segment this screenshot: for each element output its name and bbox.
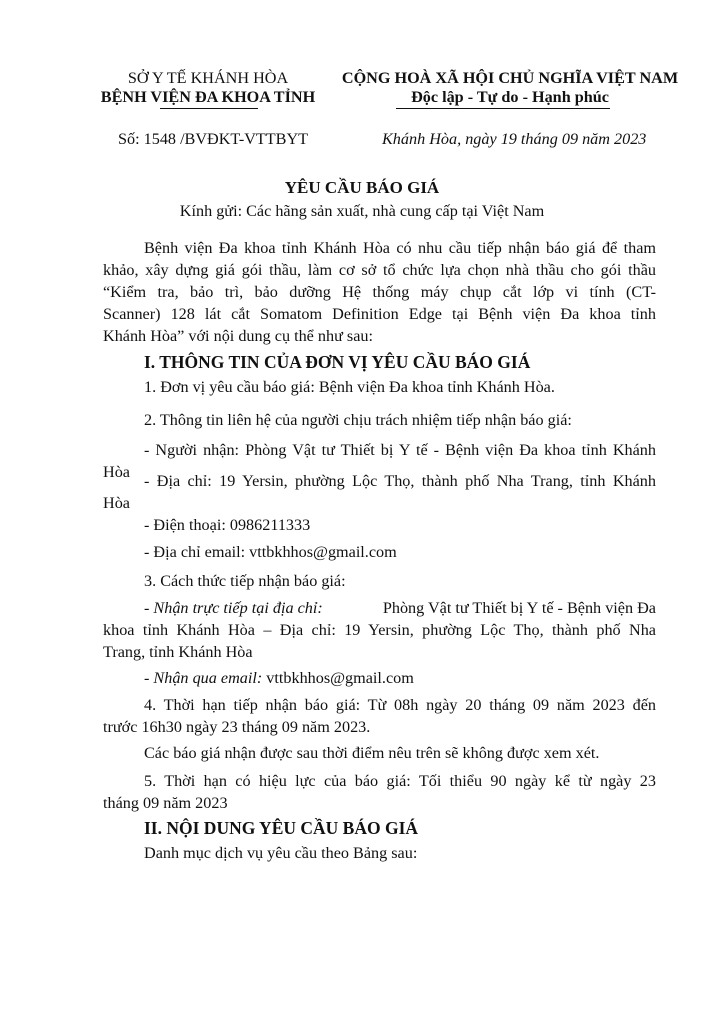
direct-text: Phòng Vật tư Thiết bị Y tế - Bệnh viện Đa	[382, 599, 656, 617]
deadline-line: 4. Thời hạn tiếp nhận báo giá: Từ 08h ngày 20 tháng 09 năm 2023 đến	[144, 696, 656, 714]
receiver-line: Hòa	[103, 463, 130, 481]
org-name: BỆNH VIỆN ĐA KHOA TỈNH	[100, 88, 316, 106]
receiver-line: - Người nhận: Phòng Vật tư Thiết bị Y tế - Bệnh viện Đa khoa tỉnh Khánh	[144, 441, 656, 459]
direct-receipt-line: Trang, tỉnh Khánh Hòa	[103, 643, 253, 661]
note-line: Các báo giá nhận được sau thời điểm nêu trên sẽ không được xem xét.	[144, 744, 600, 762]
phone-line: - Điện thoại: 0986211333	[144, 516, 311, 534]
section-heading: II. NỘI DUNG YÊU CẦU BÁO GIÁ	[144, 818, 419, 838]
section-heading: I. THÔNG TIN CỦA ĐƠN VỊ YÊU CẦU BÁO GIÁ	[144, 352, 531, 372]
deadline-line: trước 16h30 ngày 23 tháng 09 năm 2023.	[103, 718, 371, 736]
nation-motto: Độc lập - Tự do - Hạnh phúc	[411, 88, 609, 106]
document-number: Số: 1548 /BVĐKT-VTTBYT	[118, 130, 309, 148]
intro-line: Scanner) 128 lát cắt Somatom Definition Edge tại Bệnh viện Đa khoa tỉnh	[103, 305, 656, 323]
info-item: 1. Đơn vị yêu cầu báo giá: Bệnh viện Đa khoa tỉnh Khánh Hòa.	[144, 378, 555, 396]
validity-line: 5. Thời hạn có hiệu lực của báo giá: Tối thiểu 90 ngày kể từ ngày 23	[144, 772, 656, 790]
direct-receipt-line: khoa tỉnh Khánh Hòa – Địa chỉ: 19 Yersin, phường Lộc Thọ, thành phố Nha	[103, 621, 656, 639]
email-text: vttbkhhos@gmail.com	[262, 669, 414, 687]
recipient-line: Kính gửi: Các hãng sản xuất, nhà cung cấp tại Việt Nam	[179, 202, 545, 220]
intro-line: Bệnh viện Đa khoa tỉnh Khánh Hòa có nhu cầu tiếp nhận báo giá để tham	[144, 239, 656, 257]
org-parent: SỞ Y TẾ KHÁNH HÒA	[127, 69, 289, 87]
document-place-date: Khánh Hòa, ngày 19 tháng 09 năm 2023	[382, 130, 647, 148]
intro-line: khảo, xây dựng giá gói thầu, làm cơ sở tổ chức lựa chọn nhà thầu cho gói thầu	[103, 261, 656, 279]
direct-label: - Nhận trực tiếp tại địa chỉ:	[144, 599, 323, 617]
intro-line: “Kiểm tra, bảo trì, bảo dưỡng Hệ thống máy chụp cắt lớp vi tính (CT-	[103, 283, 656, 301]
email-label: - Nhận qua email:	[144, 669, 263, 687]
motto-underline	[396, 108, 610, 109]
document-title: YÊU CẦU BÁO GIÁ	[284, 178, 440, 197]
validity-line: tháng 09 năm 2023	[103, 794, 228, 812]
address-line: Hòa	[103, 494, 130, 512]
org-underline	[160, 108, 258, 109]
email-receipt-line	[144, 669, 414, 688]
info-item: 2. Thông tin liên hệ của người chịu trách nhiệm tiếp nhận báo giá:	[144, 411, 572, 429]
address-line: - Địa chỉ: 19 Yersin, phường Lộc Thọ, thành phố Nha Trang, tỉnh Khánh	[144, 472, 656, 490]
intro-line: Khánh Hòa” với nội dung cụ thể như sau:	[103, 327, 373, 345]
section-text: Danh mục dịch vụ yêu cầu theo Bảng sau:	[144, 844, 418, 862]
direct-receipt-line	[144, 599, 656, 618]
nation-title: CỘNG HOÀ XÃ HỘI CHỦ NGHĨA VIỆT NAM	[341, 69, 679, 87]
email-line: - Địa chỉ email: vttbkhhos@gmail.com	[144, 543, 397, 561]
info-item: 3. Cách thức tiếp nhận báo giá:	[144, 572, 346, 590]
